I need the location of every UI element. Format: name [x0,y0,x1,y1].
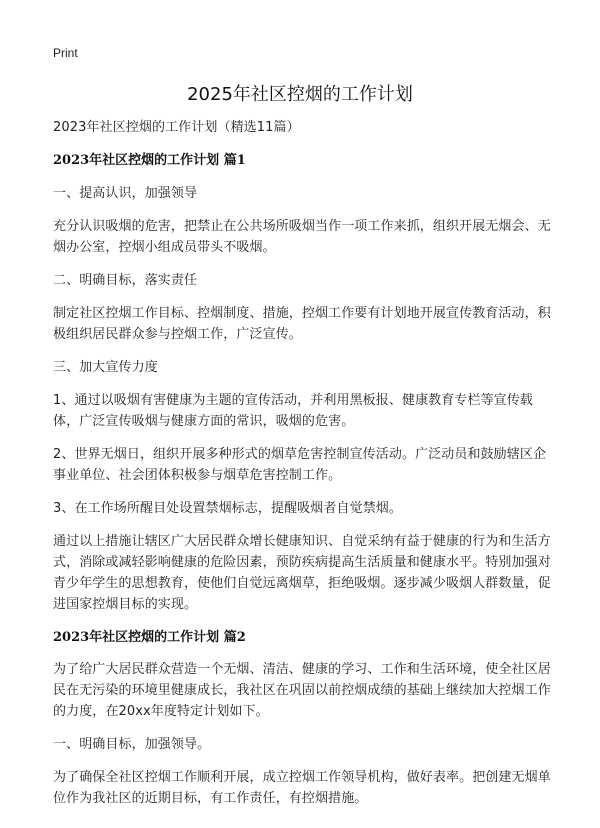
section1-paragraph-1: 充分认识吸烟的危害，把禁止在公共场所吸烟当作一项工作来抓，组织开展无烟会、无烟办公室，控烟小组成员带头不吸烟。 [53,219,551,255]
section1-paragraph-6: 通过以上措施让辖区广大居民群众增长健康知识、自觉采纳有益于健康的行为和生活方式，消除或减轻影响健康的危险因素，预防疾病提高生活质量和健康水平。特别加强对青少年学生的思想教育，使他们自觉远离烟草，拒绝吸烟。逐步减少吸烟人群数量，促进国家控烟目标的实现。 [53,534,551,612]
document-title: 2025年社区控烟的工作计划 [187,84,413,105]
document-subtitle: 2023年社区控烟的工作计划（精选11篇） [53,120,300,135]
section2-heading: 2023年社区控烟的工作计划 篇2 [53,630,246,645]
section2-paragraph-1: 为了给广大居民群众营造一个无烟、清洁、健康的学习、工作和生活环境，使全社区居民在无污染的环境里健康成长，我社区在巩固以前控烟成绩的基础上继续加大控烟工作的力度，在20xx年度特定计划如下。 [53,662,551,719]
section1-subheading-2: 二、明确目标，落实责任 [53,273,198,288]
section2-paragraph-2: 为了确保全社区控烟工作顺利开展，成立控烟工作领导机构，做好表率。把创建无烟单位作为我社区的近期目标，有工作责任，有控烟措施。 [53,770,551,806]
section2-subheading-1: 一、明确目标，加强领导。 [53,737,211,752]
print-label: Print [53,46,78,60]
section1-paragraph-3: 1、通过以吸烟有害健康为主题的宣传活动，并利用黑板报、健康教育专栏等宣传载体，广泛宣传吸烟与健康方面的常识，吸烟的危害。 [53,393,533,429]
document-body [53,117,553,809]
section1-paragraph-2: 制定社区控烟工作目标、控烟制度、措施，控烟工作要有计划地开展宣传教育活动，积极组织居民群众参与控烟工作，广泛宣传。 [53,306,551,342]
section1-heading: 2023年社区控烟的工作计划 篇1 [53,153,246,168]
section1-paragraph-4: 2、世界无烟日，组织开展多种形式的烟草危害控制宣传活动。广泛动员和鼓励辖区企事业单位、社会团体积极参与烟草危害控制工作。 [53,447,547,483]
section1-subheading-1: 一、提高认识，加强领导 [53,186,198,201]
section1-subheading-3: 三、加大宣传力度 [53,360,158,375]
section1-paragraph-5: 3、在工作场所醒目处设置禁烟标志，提醒吸烟者自觉禁烟。 [53,501,402,516]
